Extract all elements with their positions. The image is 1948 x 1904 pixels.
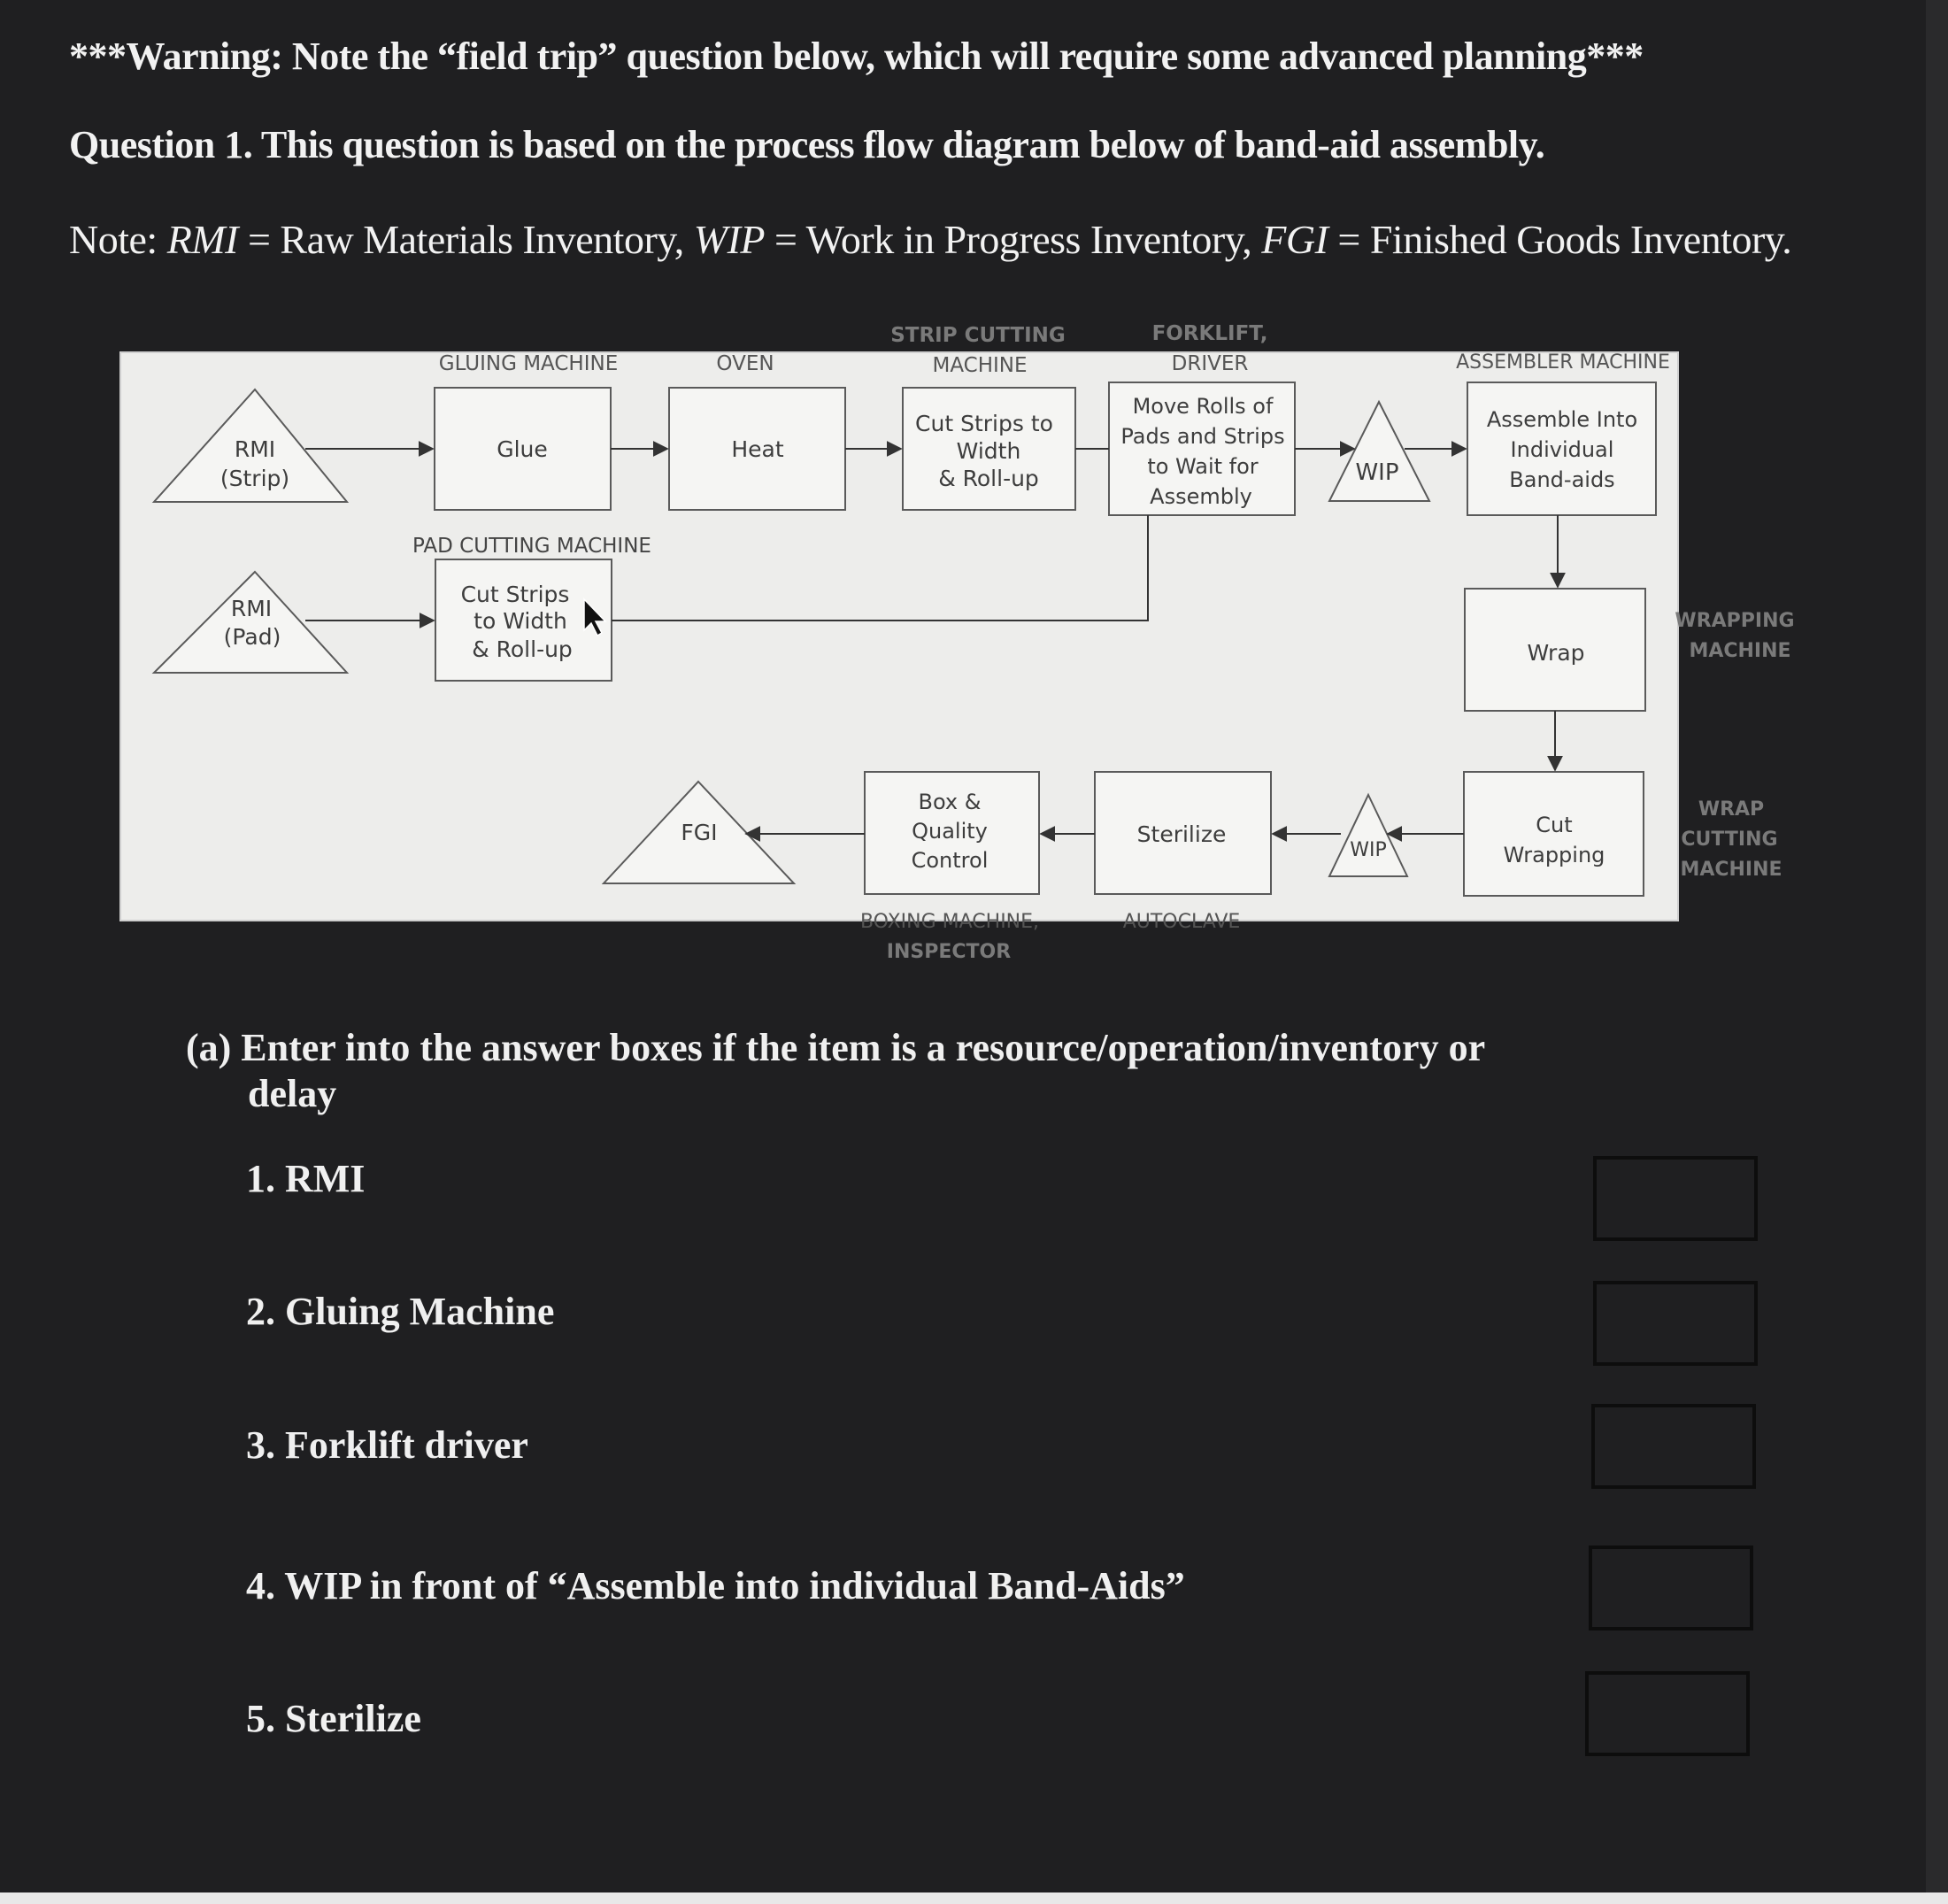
label-boxing-2: INSPECTOR [886, 941, 1012, 963]
label-autoclave: AUTOCLAVE [1122, 911, 1241, 933]
box-qc-label-1: Box & [918, 790, 982, 814]
rmi-strip-label-1: RMI [234, 436, 276, 462]
item-5-label: 5. Sterilize [246, 1697, 421, 1740]
label-strip-cutting-1: STRIP CUTTING [890, 324, 1066, 347]
abbreviation-note: Note: RMI = Raw Materials Inventory, WIP = Work in Progress Inventory, FGI = Finished Goods Inventory. [69, 217, 1792, 262]
label-gluing-machine: GLUING MACHINE [438, 352, 619, 375]
assemble-label-1: Assemble Into [1486, 407, 1638, 432]
rmi-pad-label-1: RMI [230, 596, 273, 621]
item-3-label: 3. Forklift driver [246, 1423, 528, 1467]
move-rolls-label-3: to Wait for [1147, 454, 1259, 479]
cut-wrapping-label-1: Cut [1536, 813, 1573, 837]
cut-wrapping-label-2: Wrapping [1503, 843, 1605, 867]
rmi-pad-label-2: (Pad) [223, 624, 281, 650]
box-qc-label-2: Quality [912, 819, 988, 844]
fgi-label: FGI [681, 820, 718, 845]
move-rolls-label-4: Assembly [1150, 484, 1252, 509]
label-strip-cutting-2: MACHINE [932, 354, 1028, 377]
answer-box-1[interactable] [1593, 1156, 1758, 1241]
label-wrapping-2: MACHINE [1689, 640, 1791, 662]
label-forklift-1: FORKLIFT, [1151, 322, 1268, 345]
assemble-label-3: Band-aids [1509, 467, 1615, 492]
label-assembler-machine: ASSEMBLER MACHINE [1456, 351, 1670, 374]
part-a-line-2: delay [248, 1072, 337, 1115]
item-1-label: 1. RMI [246, 1157, 366, 1200]
cut-strips-label-1: Cut Strips to [915, 411, 1053, 436]
part-a-instructions [186, 1025, 1549, 1117]
question-title: Question 1. This question is based on the process flow diagram below of band-aid assembly. [69, 123, 1545, 166]
cut-pad-label-3: & Roll-up [472, 636, 573, 662]
warning-text: ***Warning: Note the “field trip” question below, which will require some advanced planning*** [69, 35, 1644, 78]
label-oven: OVEN [716, 352, 774, 375]
heat-label: Heat [731, 436, 784, 462]
wrap-label: Wrap [1527, 640, 1585, 666]
wip-bottom-label: WIP [1350, 839, 1387, 861]
part-a-line-1: (a) Enter into the answer boxes if the item is a resource/operation/inventory or [186, 1026, 1486, 1069]
label-wrap-cutting-3: MACHINE [1680, 859, 1782, 881]
rmi-strip-label-2: (Strip) [219, 466, 290, 491]
item-2-label: 2. Gluing Machine [246, 1290, 555, 1333]
answer-box-4[interactable] [1589, 1546, 1753, 1630]
cut-pad-label-2: to Width [474, 608, 567, 634]
cut-strips-label-3: & Roll-up [938, 466, 1039, 491]
bottom-status-bar [0, 1892, 1948, 1904]
item-4-label: 4. WIP in front of “Assemble into individual Band-Aids” [246, 1564, 1185, 1607]
assemble-label-2: Individual [1510, 437, 1614, 462]
label-pad-cutting-machine: PAD CUTTING MACHINE [412, 535, 651, 558]
label-forklift-2: DRIVER [1171, 352, 1249, 375]
label-wrap-cutting-1: WRAP [1698, 798, 1765, 821]
cut-strips-label-2: Width [956, 438, 1021, 464]
glue-label: Glue [497, 436, 548, 462]
move-rolls-label-1: Move Rolls of [1132, 394, 1274, 419]
cut-pad-label-1: Cut Strips [460, 582, 570, 607]
answer-box-2[interactable] [1593, 1281, 1758, 1366]
move-rolls-label-2: Pads and Strips [1120, 424, 1285, 449]
scrollbar-track[interactable] [1926, 0, 1948, 1892]
answer-box-5[interactable] [1585, 1671, 1750, 1756]
sterilize-label: Sterilize [1136, 821, 1227, 847]
label-wrapping-1: WRAPPING [1675, 610, 1795, 632]
label-wrap-cutting-2: CUTTING [1681, 829, 1778, 851]
wip-top-label: WIP [1355, 459, 1399, 486]
label-boxing-1: BOXING MACHINE, [859, 911, 1040, 933]
answer-box-3[interactable] [1591, 1404, 1756, 1489]
box-qc-label-3: Control [911, 848, 989, 873]
